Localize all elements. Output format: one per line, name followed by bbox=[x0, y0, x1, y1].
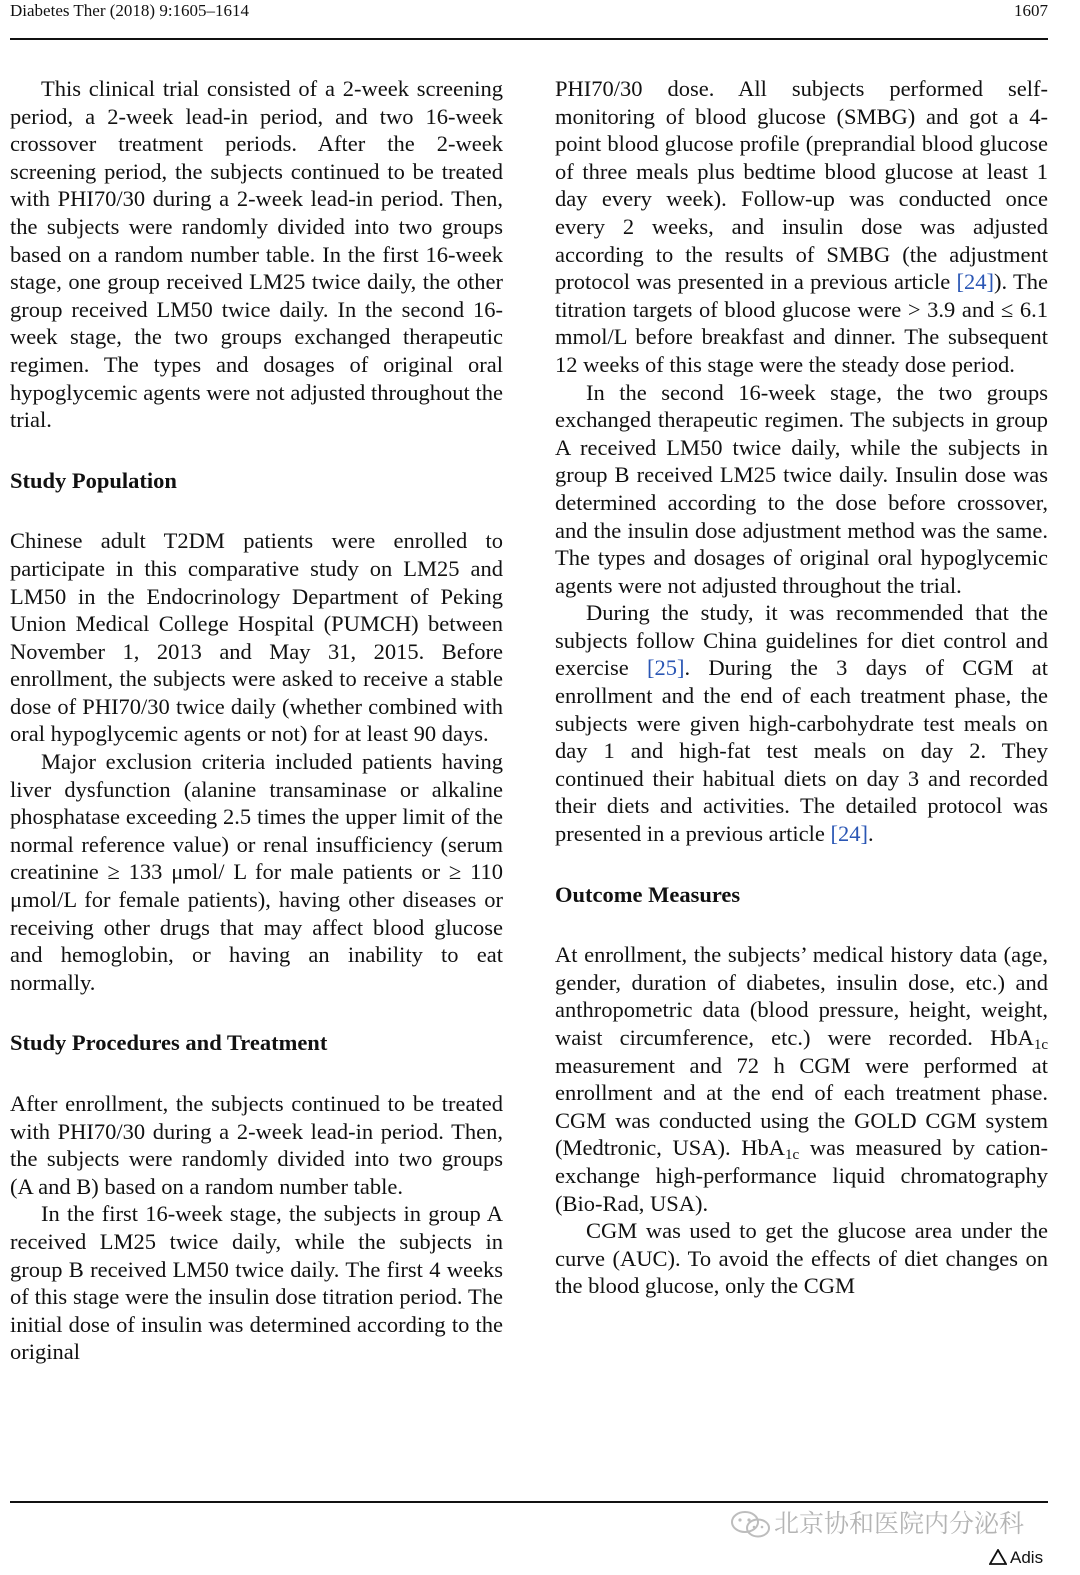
paragraph-diet-text-3: . bbox=[868, 821, 874, 847]
paragraph-titration-text-2: ). The titration targets of blood glucose were > 3.9 and ≤ 6.1 mmol/L before breakfast and dinner. The subsequent 12 weeks of this stage were the steady dose period. bbox=[555, 269, 1048, 377]
paragraph-diet-text-1: During the study, it was recommended that the subjects follow China guidelines for diet control and exercise bbox=[555, 600, 1048, 681]
subscript-1c-second: 1c bbox=[785, 1147, 800, 1164]
wechat-icon bbox=[730, 1509, 772, 1539]
paragraph-enrollment: After enrollment, the subjects continued to be treated with PHI70/30 during a 2-week lead-in period. Then, the subjects were randomly divided into two groups (A and B) based on a random number table. bbox=[10, 1091, 503, 1199]
paragraph-measures-text-3: was measured by cation-exchange high-performance liquid chromatography (Bio-Rad, USA). bbox=[555, 1135, 1048, 1216]
running-header bbox=[10, 0, 1048, 40]
publisher-name: Adis bbox=[1010, 1548, 1044, 1567]
paragraph-enrollment-measures bbox=[555, 941, 1048, 1217]
paragraph-second-stage: In the second 16-week stage, the two groups exchanged therapeutic regimen. The subjects in group A received LM50 twice daily, while the subjects in group B received LM25 twice daily. Insulin dose was determined according to the dose before crossover, and the insulin dose adjustment method was the same. The types and dosages of original oral hypoglycemic agents were not adjusted throughout the trial. bbox=[555, 379, 1048, 598]
wechat-watermark bbox=[730, 1504, 1024, 1540]
paragraph-measures-text-1: At enrollment, the subjects’ medical history data (age, gender, duration of diabetes, insulin dose, etc.) and anthropometric data (blood pressure, height, weight, waist circumference, etc.) were recorded. HbA bbox=[555, 942, 1048, 1050]
adis-triangle-icon bbox=[989, 1549, 1007, 1565]
paragraph-cgm-auc: CGM was used to get the glucose area under the curve (AUC). To avoid the effects of diet changes on the blood glucose, only the CGM bbox=[555, 1218, 1048, 1299]
publisher-logo bbox=[989, 1548, 1043, 1568]
citation-link-24[interactable]: [24] bbox=[956, 269, 994, 295]
citation-link-25[interactable]: [25] bbox=[646, 655, 685, 681]
paragraph-exclusion-criteria: Major exclusion criteria included patients having liver dysfunction (alanine transaminase or alkaline phosphatase exceeding 2.5 times the upper limit of the normal reference value) or renal insufficiency (serum creatinine ≥ 133 μmol/ L for male patients or ≥ 110 μmol/L for female patients), having other diseases or receiving other drugs that may affect blood glucose and hemoglobin, or having an inability to eat normally. bbox=[10, 749, 503, 995]
journal-reference: Diabetes Ther (2018) 9:1605–1614 bbox=[10, 1, 250, 20]
heading-study-procedures: Study Procedures and Treatment bbox=[10, 1030, 328, 1056]
paragraph-population: Chinese adult T2DM patients were enrolled to participate in this comparative study on LM25 and LM50 in the Endocrinology Department of Peking Union Medical College Hospital (PUMCH) between November 1, 2013 and May 31, 2015. Before enrollment, the subjects were asked to receive a stable dose of PHI70/30 twice daily (whether combined with oral hypoglycemic agents or not) for at least 90 days. bbox=[10, 528, 503, 747]
heading-outcome-measures: Outcome Measures bbox=[555, 881, 741, 907]
watermark-text: 北京协和医院内分泌科 bbox=[774, 1509, 1025, 1538]
footer-rule bbox=[10, 1501, 1048, 1503]
paragraph-diet-exercise bbox=[555, 599, 1048, 847]
subscript-1c: 1c bbox=[1033, 1037, 1048, 1053]
paragraph-first-stage: In the first 16-week stage, the subjects in group A received LM25 twice daily, while the subjects in group B received LM50 twice daily. The first 4 weeks of this stage were the insulin dose titration period. The initial dose of insulin was determined according to the original bbox=[10, 1201, 503, 1365]
right-column bbox=[555, 75, 1048, 1300]
paragraph-trial-design: This clinical trial consisted of a 2-week screening period, a 2-week lead-in period, and two 16-week crossover treatment periods. After the 2-week screening period, the subjects continued to be treated with PHI70/30 during a 2-week lead-in period. Then, the subjects were randomly divided into two groups based on a random number table. In the first 16-week stage, one group received LM25 twice daily, the other group received LM50 twice daily. In the second 16-week stage, the two groups exchanged therapeutic regimen. The types and dosages of original oral hypoglycemic agents were not adjusted throughout the trial. bbox=[10, 76, 503, 433]
heading-study-population: Study Population bbox=[10, 467, 177, 493]
paragraph-titration bbox=[555, 75, 1048, 379]
page-number: 1607 bbox=[1014, 1, 1048, 20]
citation-link-24-second[interactable]: [24] bbox=[830, 821, 869, 847]
paragraph-measures-text-2: measurement and 72 h CGM were performed at enrollment and at the end of each treatment phase. CGM was conducted using the GOLD CGM system (Medtronic, USA). HbA bbox=[555, 1052, 1048, 1161]
paragraph-diet-text-2: . During the 3 days of CGM at enrollment and the end of each treatment phase, the subjects were given high-carbohydrate test meals on day 1 and high-fat test meals on day 2. They continued their habitual diets on day 3 and recorded their diets and activities. The detailed protocol was presented in a previous article bbox=[555, 655, 1049, 847]
left-column bbox=[10, 75, 503, 1366]
paragraph-titration-text-1: PHI70/30 dose. All subjects performed self-monitoring of blood glucose (SMBG) and got a 4-point blood glucose profile (preprandial blood glucose of three meals plus bedtime blood glucose at least 1 day every week). Follow-up was conducted once every 2 weeks, and insulin dose was adjusted according to the results of SMBG (the adjustment protocol was presented in a previous article bbox=[555, 76, 1048, 295]
